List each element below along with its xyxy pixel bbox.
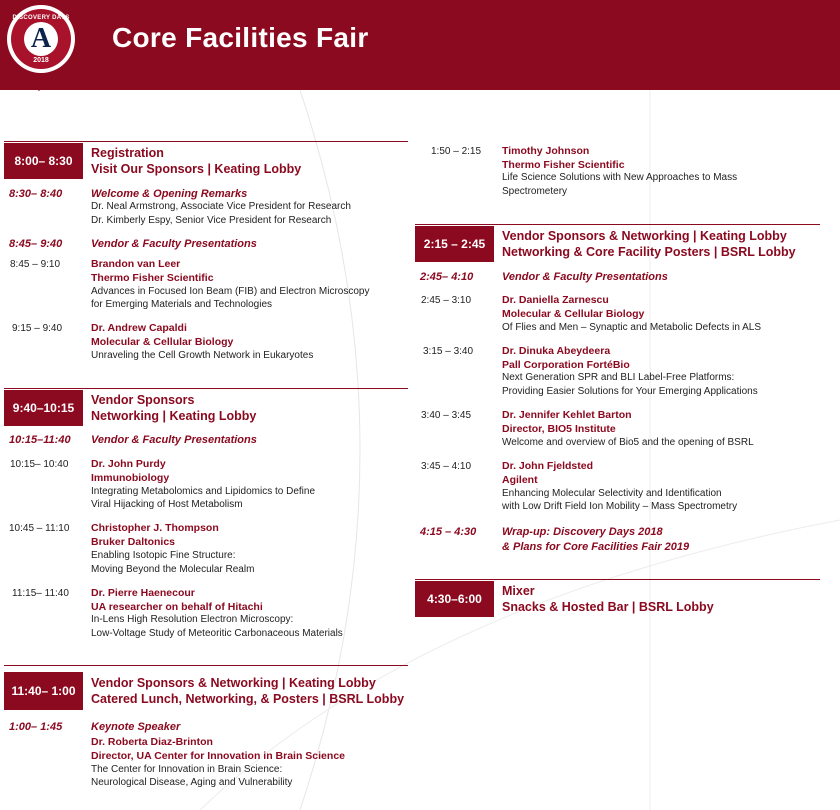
speaker-affiliation: Bruker Daltonics	[91, 536, 176, 548]
talk-title: Advances in Focused Ion Beam (FIB) and Electron Microscopy	[91, 286, 370, 297]
block-subtitle: Snacks & Hosted Bar | BSRL Lobby	[502, 600, 714, 614]
block-divider	[4, 388, 408, 389]
speaker-name: Dr. Jennifer Kehlet Barton	[502, 409, 632, 421]
block-title: Vendor Sponsors & Networking | Keating Lobby	[91, 676, 376, 690]
talk-time: 1:50 – 2:15	[431, 146, 482, 157]
block-divider	[415, 224, 820, 225]
header-banner	[0, 0, 840, 90]
speaker-name: Dr. Pierre Haenecour	[91, 587, 195, 599]
speaker-name: Christopher J. Thompson	[91, 522, 219, 534]
speaker-name: Timothy Johnson	[502, 145, 590, 157]
talk-title: Life Science Solutions with New Approaches to Mass	[502, 172, 738, 183]
talk-time: 3:45 – 4:10	[421, 461, 472, 472]
block-divider	[4, 141, 408, 142]
talk-time: 10:15– 10:40	[10, 459, 69, 470]
session-title: Vendor & Faculty Presentations	[91, 238, 257, 250]
talk-time: 8:45 – 9:10	[10, 259, 61, 270]
talk-title: Low-Voltage Study of Meteoritic Carbonaceous Materials	[91, 628, 343, 639]
logo-text: DISCOVERY DAYS	[12, 15, 70, 21]
speaker-affiliation: Thermo Fisher Scientific	[91, 272, 214, 284]
session-title: Vendor & Faculty Presentations	[502, 271, 668, 283]
logo-center	[24, 22, 58, 56]
block-title: Vendor Sponsors & Networking | Keating Lobby	[502, 229, 787, 243]
speaker-affiliation: Pall Corporation FortéBio	[502, 359, 630, 371]
speaker-name: Brandon van Leer	[91, 258, 181, 270]
speaker-affiliation: Molecular & Cellular Biology	[502, 308, 645, 320]
talk-time: 9:15 – 9:40	[12, 323, 63, 334]
session-title: Vendor & Faculty Presentations	[91, 434, 257, 446]
discovery-days-logo	[7, 5, 75, 73]
speaker-name: Dr. John Fjeldsted	[502, 460, 594, 472]
session-text: Dr. Neal Armstrong, Associate Vice President for Research	[91, 201, 351, 212]
logo-ring	[11, 9, 71, 69]
speaker-affiliation: Molecular & Cellular Biology	[91, 336, 234, 348]
speaker-affiliation: Immunobiology	[91, 472, 170, 484]
session-time: 8:45– 9:40	[9, 238, 63, 250]
talk-title: Welcome and overview of Bio5 and the opening of BSRL	[502, 437, 754, 448]
talk-title: Neurological Disease, Aging and Vulnerability	[91, 777, 293, 788]
block-title: Mixer	[502, 584, 535, 598]
session-text: Dr. Kimberly Espy, Senior Vice President for Research	[91, 215, 332, 226]
session-title: & Plans for Core Facilities Fair 2019	[502, 541, 690, 553]
speaker-affiliation: Agilent	[502, 474, 538, 486]
talk-title: Moving Beyond the Molecular Realm	[91, 564, 255, 575]
speaker-name: Dr. Andrew Capaldi	[91, 322, 187, 334]
block-divider	[415, 579, 820, 580]
talk-title: Integrating Metabolomics and Lipidomics to Define	[91, 486, 316, 497]
speaker-affiliation: Director, UA Center for Innovation in Brain Science	[91, 750, 345, 762]
speaker-affiliation: Thermo Fisher Scientific	[502, 159, 625, 171]
block-time-badge: 4:30–6:00	[415, 581, 494, 617]
talk-time: 2:45 – 3:10	[421, 295, 472, 306]
session-time: 1:00– 1:45	[9, 721, 63, 733]
talk-title: The Center for Innovation in Brain Science:	[91, 764, 283, 775]
talk-title: Enhancing Molecular Selectivity and Identification	[502, 488, 722, 499]
block-divider	[4, 665, 408, 666]
block-time-badge: 2:15 – 2:45	[415, 226, 494, 262]
talk-title: with Low Drift Field Ion Mobility – Mass Spectrometry	[502, 501, 738, 512]
page-title: Core Facilities Fair	[112, 22, 369, 53]
speaker-name: Dr. Dinuka Abeydeera	[502, 345, 611, 357]
block-time-badge: 9:40–10:15	[4, 390, 83, 426]
speaker-affiliation: UA researcher on behalf of Hitachi	[91, 601, 263, 613]
block-title: Vendor Sponsors	[91, 393, 195, 407]
block-time-badge: 11:40– 1:00	[4, 672, 83, 710]
speaker-name: Dr. John Purdy	[91, 458, 166, 470]
talk-time: 11:15– 11:40	[12, 588, 69, 599]
talk-title: Spectrometery	[502, 186, 568, 197]
session-time: 2:45– 4:10	[420, 271, 474, 283]
talk-title: Viral Hijacking of Host Metabolism	[91, 499, 243, 510]
talk-time: 3:40 – 3:45	[421, 410, 472, 421]
logo-year: 2018	[33, 57, 49, 64]
speaker-name: Dr. Roberta Diaz-Brinton	[91, 736, 213, 748]
talk-title: Providing Easier Solutions for Your Emerging Applications	[502, 386, 758, 397]
session-time: 8:30– 8:40	[9, 188, 63, 200]
talk-time: 3:15 – 3:40	[423, 346, 474, 357]
speaker-name: Dr. Daniella Zarnescu	[502, 294, 609, 306]
session-time: 10:15–11:40	[9, 434, 71, 446]
session-title: Wrap-up: Discovery Days 2018	[502, 526, 663, 538]
talk-title: Unraveling the Cell Growth Network in Eukaryotes	[91, 350, 314, 361]
block-subtitle: Catered Lunch, Networking, & Posters | BSRL Lobby	[91, 692, 405, 706]
speaker-affiliation: Director, BIO5 Institute	[502, 423, 616, 435]
talk-title: Of Flies and Men – Synaptic and Metabolic Defects in ALS	[502, 322, 762, 333]
session-title: Welcome & Opening Remarks	[91, 188, 248, 200]
talk-title: In-Lens High Resolution Electron Microscopy:	[91, 614, 294, 625]
talk-time: 10:45 – 11:10	[9, 523, 70, 534]
block-time-badge: 8:00– 8:30	[4, 143, 83, 179]
logo-letter: A	[30, 23, 52, 54]
block-subtitle: Networking | Keating Lobby	[91, 409, 257, 423]
talk-title: Enabling Isotopic Fine Structure:	[91, 550, 236, 561]
block-subtitle: Networking & Core Facility Posters | BSRL Lobby	[502, 245, 796, 259]
session-time: 4:15 – 4:30	[420, 526, 477, 538]
talk-title: Next Generation SPR and BLI Label-Free Platforms:	[502, 372, 735, 383]
block-subtitle: Visit Our Sponsors | Keating Lobby	[91, 162, 302, 176]
session-title: Keynote Speaker	[91, 721, 181, 733]
block-title: Registration	[91, 146, 164, 160]
talk-title: for Emerging Materials and Technologies	[91, 299, 273, 310]
